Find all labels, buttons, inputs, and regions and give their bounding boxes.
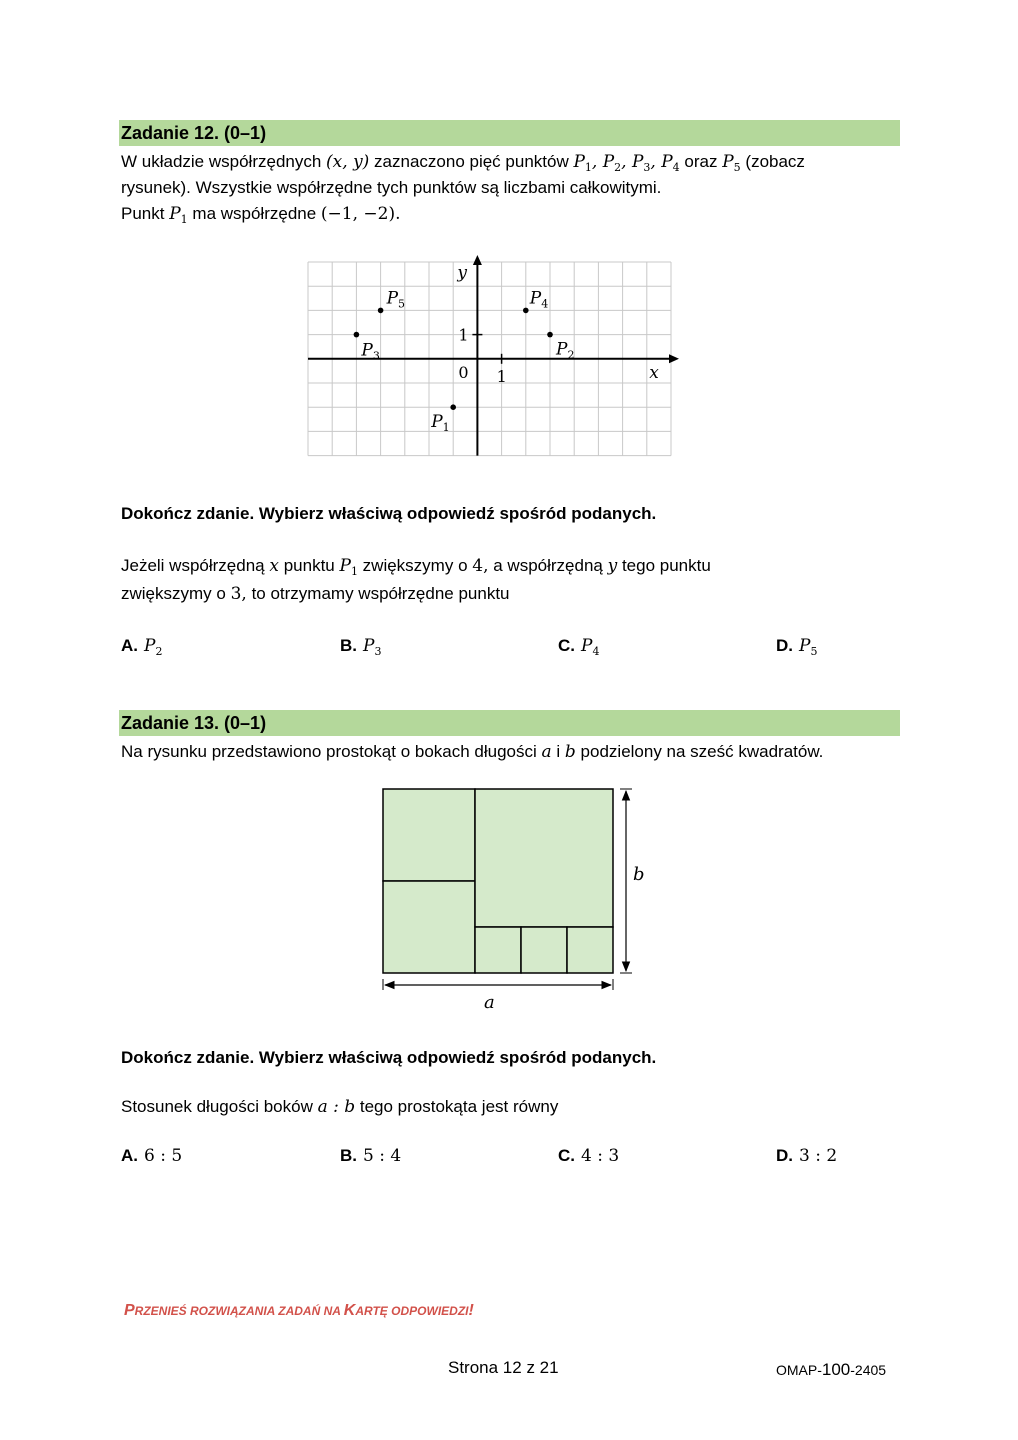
x-unit-label: 1 bbox=[496, 366, 507, 386]
task12-intro-line2: rysunek). Wszystkie współrzędne tych punktów są liczbami całkowitymi. bbox=[121, 178, 662, 197]
rectangle-figure bbox=[370, 780, 660, 1020]
x-axis-label: x bbox=[649, 362, 659, 383]
task13-option-a[interactable]: A. 6 : 5 bbox=[121, 1146, 183, 1166]
page-number: Strona 12 z 21 bbox=[448, 1358, 559, 1377]
coords-xy: (x, y) bbox=[326, 152, 370, 172]
square-small-1 bbox=[475, 927, 521, 973]
x-axis-arrow bbox=[669, 354, 679, 363]
task13-intro: Na rysunku przedstawiono prostokąt o bokach długości a i b podzielony na sześć kwadratów. bbox=[121, 742, 824, 762]
task12-intro-line3: Punkt $P_1$ ma współrzędne (−1, −2). bbox=[121, 204, 401, 226]
transfer-answers-note: PRZENIEŚ ROZWIĄZANIA ZADAŃ NA KARTĘ ODPOWIEDZI! bbox=[124, 1302, 474, 1319]
origin-label: 0 bbox=[458, 362, 469, 382]
task13-instruction: Dokończ zdanie. Wybierz właściwą odpowiedź spośród podanych. bbox=[121, 1048, 657, 1067]
task12-question-line2: zwiększymy o 3, to otrzymamy współrzędne punktu bbox=[121, 584, 510, 604]
y-unit-label: 1 bbox=[458, 325, 469, 345]
task13-header: Zadanie 13. (0–1) bbox=[119, 710, 900, 736]
point-label-P2: $P_2$ bbox=[556, 339, 575, 362]
point-P1 bbox=[450, 404, 456, 410]
exam-code: OMAP-100-2405 bbox=[776, 1360, 887, 1379]
square-left-bottom bbox=[383, 881, 475, 973]
y-axis-label: y bbox=[457, 263, 468, 283]
point-label-P1: $P_1$ bbox=[431, 412, 450, 435]
task12-intro-line1: W układzie współrzędnych (x, y) zaznaczono pięć punktów $P_1$, $P_2$, $P_3$, $P_4$ oraz $P_5$ (zobacz bbox=[121, 152, 805, 174]
task12-option-c[interactable]: C. $P_4$ bbox=[558, 636, 600, 658]
y-axis-arrow bbox=[473, 255, 482, 265]
point-P2 bbox=[547, 332, 553, 338]
task12-header: Zadanie 12. (0–1) bbox=[119, 120, 900, 146]
point-P5 bbox=[378, 308, 384, 314]
task12-option-b[interactable]: B. $P_3$ bbox=[340, 636, 382, 658]
point-label-P4: $P_4$ bbox=[529, 288, 549, 311]
task12-question-line1: Jeżeli współrzędną x punktu $P_1$ zwiększymy o 4, a współrzędną y tego punktu bbox=[121, 556, 711, 578]
label-a: a bbox=[484, 992, 495, 1013]
task13-question: Stosunek długości boków a : b tego prostokąta jest równy bbox=[121, 1097, 559, 1117]
label-b: b bbox=[633, 864, 645, 885]
point-label-P3: $P_3$ bbox=[361, 340, 380, 363]
task13-option-b[interactable]: B. 5 : 4 bbox=[340, 1146, 402, 1166]
square-small-3 bbox=[567, 927, 613, 973]
point-P4 bbox=[523, 308, 529, 314]
point-P3 bbox=[354, 332, 360, 338]
task13-option-c[interactable]: C. 4 : 3 bbox=[558, 1146, 620, 1166]
square-left-top bbox=[383, 789, 475, 881]
task12-instruction: Dokończ zdanie. Wybierz właściwą odpowiedź spośród podanych. bbox=[121, 504, 657, 523]
task12-option-d[interactable]: D. $P_5$ bbox=[776, 636, 818, 658]
square-big bbox=[475, 789, 613, 927]
coordinate-grid bbox=[300, 255, 680, 465]
square-small-2 bbox=[521, 927, 567, 973]
task13-option-d[interactable]: D. 3 : 2 bbox=[776, 1146, 838, 1166]
point-label-P5: $P_5$ bbox=[386, 288, 406, 311]
task12-option-a[interactable]: A. $P_2$ bbox=[121, 636, 163, 658]
